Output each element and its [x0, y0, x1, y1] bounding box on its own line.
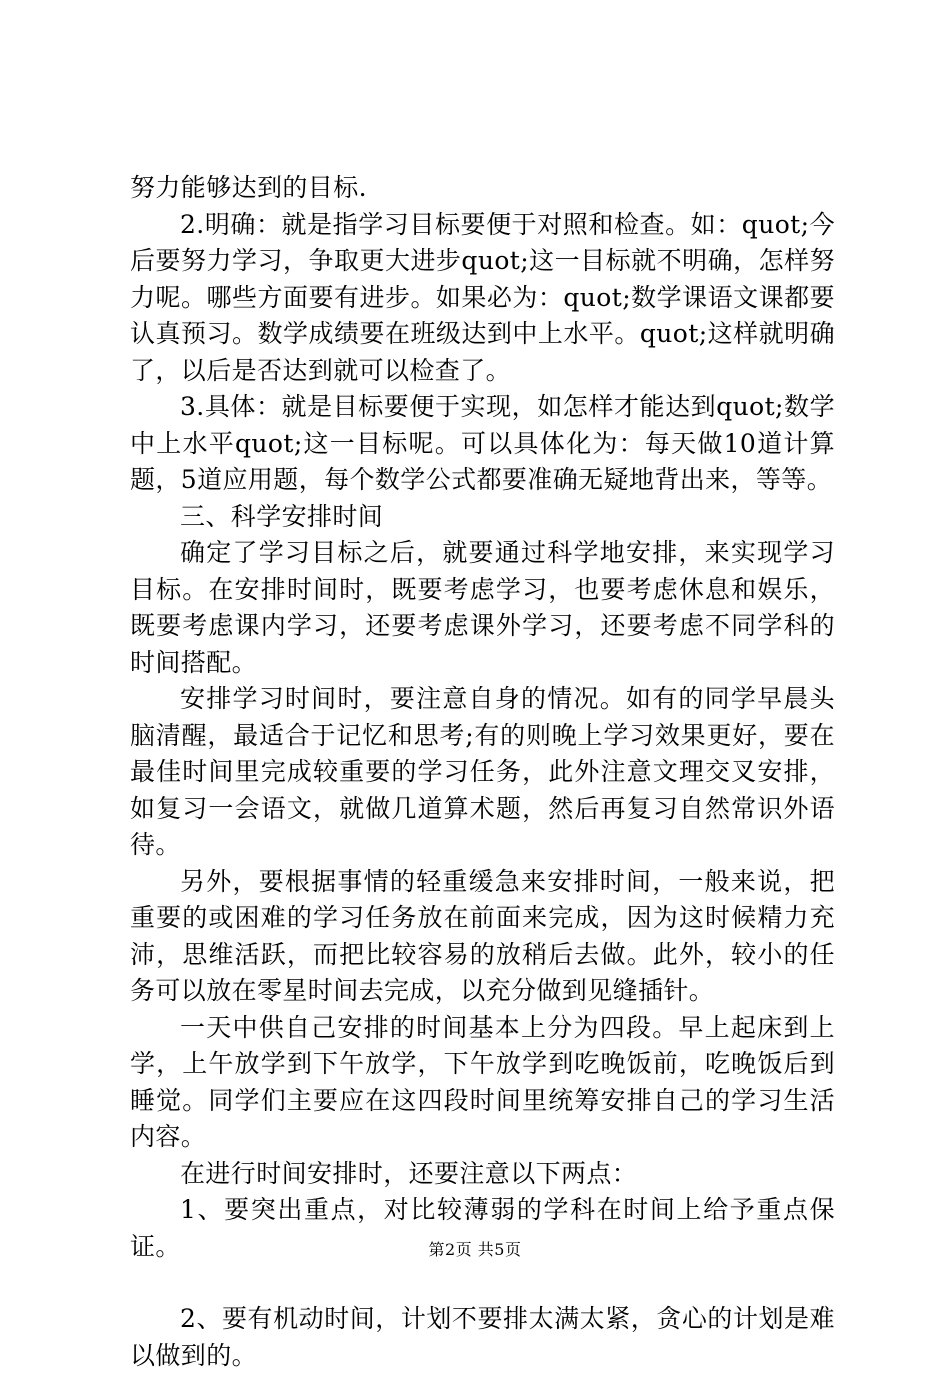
- document-body: [130, 170, 835, 1374]
- list-item-point-1: 1、要突出重点，对比较薄弱的学科在时间上给予重点保证。: [130, 1195, 835, 1261]
- page-number-footer: 第2页 共5页: [428, 1240, 522, 1259]
- paragraph-two-points-intro: 在进行时间安排时，还要注意以下两点：: [180, 1158, 638, 1188]
- paragraph-specific: 3.具体：就是目标要便于实现，如怎样才能达到quot;数学中上水平quot;这一目标呢。可以具体化为：每天做10道计算题，5道应用题，每个数学公式都要准确无疑地背出来，等等。: [130, 392, 835, 494]
- paragraph-clarity: 2.明确：就是指学习目标要便于对照和检查。如：quot;今后要努力学习，争取更大进步quot;这一目标就不明确，怎样努力呢。哪些方面要有进步。如果必为：quot;数学课语文课都要认真预习。数学成绩要在班级达到中上水平。quot;这样就明确了，以后是否达到就可以检查了。: [130, 209, 835, 385]
- section-heading: 三、科学安排时间: [180, 501, 384, 531]
- paragraph-priority: 另外，要根据事情的轻重缓急来安排时间，一般来说，把重要的或困难的学习任务放在前面来完成，因为这时候精力充沛，思维活跃，而把比较容易的放稍后去做。此外，较小的任务可以放在零星时间去完成，以充分做到见缝插针。: [130, 866, 835, 1005]
- paragraph-own-situation: 安排学习时间时，要注意自身的情况。如有的同学早晨头脑清醒，最适合于记忆和思考;有的则晚上学习效果更好，要在最佳时间里完成较重要的学习任务，此外注意文理交叉安排，如复习一会语文，就做几道算术题，然后再复习自然常识外语待。: [130, 684, 835, 859]
- paragraph-after-goals: 确定了学习目标之后，就要通过科学地安排，来实现学习目标。在安排时间时，既要考虑学习，也要考虑休息和娱乐，既要考虑课内学习，还要考虑课外学习，还要考虑不同学科的时间搭配。: [130, 538, 835, 677]
- paragraph-four-periods: 一天中供自己安排的时间基本上分为四段。早上起床到上学，上午放学到下午放学，下午放学到吃晚饭前，吃晚饭后到睡觉。同学们主要应在这四段时间里统筹安排自己的学习生活内容。: [130, 1012, 835, 1151]
- paragraph-spacer: [130, 1265, 835, 1301]
- list-item-point-2: 2、要有机动时间，计划不要排太满太紧，贪心的计划是难以做到的。: [130, 1304, 835, 1370]
- paragraph-continuation: 努力能够达到的目标.: [130, 173, 367, 202]
